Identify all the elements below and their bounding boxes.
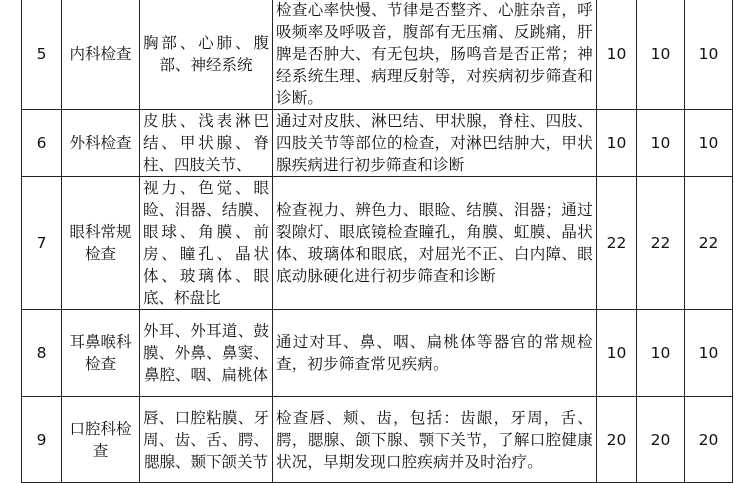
row-number: 7	[22, 177, 62, 310]
value-2: 20	[637, 397, 685, 483]
table-row	[22, 0, 733, 110]
value-1: 22	[597, 177, 637, 310]
value-1: 20	[597, 397, 637, 483]
exam-part: 唇、口腔粘膜、牙周、齿、舌、腭、腮腺、颞下颌关节	[140, 397, 273, 483]
row-number: 6	[22, 110, 62, 177]
exam-description: 检查唇、颊、齿，包括：齿龈，牙周，舌、腭，腮腺、颌下腺、颚下关节，了解口腔健康状况，早期发现口腔疾病并及时治疗。	[273, 397, 597, 483]
exam-item: 耳鼻喉科检查	[62, 310, 140, 397]
exam-item: 口腔科检查	[62, 397, 140, 483]
table-row	[22, 177, 733, 310]
value-1: 10	[597, 0, 637, 110]
value-3: 10	[685, 110, 733, 177]
value-3: 10	[685, 0, 733, 110]
exam-description: 检查视力、辨色力、眼睑、结膜、泪器；通过裂隙灯、眼底镜检查瞳孔，角膜、虹膜、晶状体、玻璃体和眼底，对屈光不正、白内障、眼底动脉硬化进行初步筛查和诊断	[273, 177, 597, 310]
value-2: 10	[637, 0, 685, 110]
value-2: 10	[637, 110, 685, 177]
value-1: 10	[597, 110, 637, 177]
exam-item: 内科检查	[62, 0, 140, 110]
exam-description: 检查心率快慢、节律是否整齐、心脏杂音，呼吸频率及呼吸音，腹部有无压痛、反跳痛，肝脾是否肿大、有无包块，肠鸣音是否正常；神经系统生理、病理反射等，对疾病初步筛查和诊断。	[273, 0, 597, 110]
table-row	[22, 397, 733, 483]
value-3: 22	[685, 177, 733, 310]
value-1: 10	[597, 310, 637, 397]
exam-description: 通过对耳、鼻、咽、扁桃体等器官的常规检查，初步筛查常见疾病。	[273, 310, 597, 397]
exam-part: 皮肤、浅表淋巴结、甲状腺、脊柱、四肢关节、	[140, 110, 273, 177]
exam-items-table	[21, 0, 733, 483]
exam-part: 胸部、心肺、腹部、神经系统	[140, 0, 273, 110]
value-3: 10	[685, 310, 733, 397]
value-2: 22	[637, 177, 685, 310]
exam-part: 外耳、外耳道、鼓膜、外鼻、鼻窦、鼻腔、咽、扁桃体	[140, 310, 273, 397]
value-3: 20	[685, 397, 733, 483]
table-row	[22, 110, 733, 177]
exam-description: 通过对皮肤、淋巴结、甲状腺，脊柱、四肢、四肢关节等部位的检查，对淋巴结肿大，甲状腺疾病进行初步筛查和诊断	[273, 110, 597, 177]
row-number: 9	[22, 397, 62, 483]
value-2: 10	[637, 310, 685, 397]
exam-item: 外科检查	[62, 110, 140, 177]
row-number: 5	[22, 0, 62, 110]
exam-part: 视力、色觉、眼睑、泪器、结膜、眼球、角膜、前房、瞳孔、晶状体、玻璃体、眼底、杯盘比	[140, 177, 273, 310]
row-number: 8	[22, 310, 62, 397]
table-row	[22, 310, 733, 397]
exam-item: 眼科常规检查	[62, 177, 140, 310]
